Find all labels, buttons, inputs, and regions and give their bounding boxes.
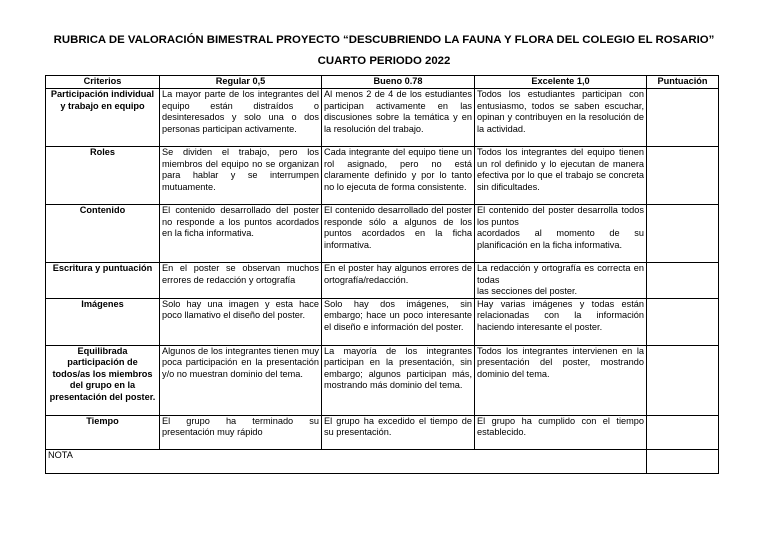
criterion-cell: Roles <box>46 147 160 205</box>
table-row <box>46 205 719 263</box>
table-row <box>46 89 719 147</box>
score-cell[interactable] <box>647 298 719 345</box>
excelente-cell: El grupo ha cumplido con el tiempo establecido. <box>475 415 647 449</box>
regular-cell: Algunos de los integrantes tienen muy poca participación en la presentación y/o no muestran dominio del tema. <box>160 345 322 415</box>
table-row <box>46 298 719 345</box>
criterion-cell: Tiempo <box>46 415 160 449</box>
bueno-cell: El contenido desarrollado del poster responde sólo a algunos de los puntos acordados en la ficha informativa. <box>322 205 475 263</box>
criterion-cell: Participación individual y trabajo en equipo <box>46 89 160 147</box>
score-cell[interactable] <box>647 205 719 263</box>
bueno-cell: La mayoría de los integrantes participan en la presentación, sin embargo; algunos participan más, mostrando más dominio del tema. <box>322 345 475 415</box>
header-puntuacion: Puntuación <box>647 76 719 89</box>
score-cell[interactable] <box>647 147 719 205</box>
nota-label: NOTA <box>46 449 647 473</box>
bueno-cell: En el poster hay algunos errores de ortografía/redacción. <box>322 263 475 299</box>
criterion-cell: Escritura y puntuación <box>46 263 160 299</box>
table-row <box>46 147 719 205</box>
regular-cell: La mayor parte de los integrantes del equipo están distraídos o desinteresados y solo una o dos personas participan activamente. <box>160 89 322 147</box>
regular-cell: Solo hay una imagen y esta hace poco llamativo el diseño del poster. <box>160 298 322 345</box>
regular-cell: En el poster se observan muchos errores de redacción y ortografía <box>160 263 322 299</box>
excelente-cell: La redacción y ortografía es correcta en todas las secciones del poster. <box>475 263 647 299</box>
excelente-cell: Hay varias imágenes y todas están relacionadas con la información haciendo interesante el poster. <box>475 298 647 345</box>
header-bueno: Bueno 0.78 <box>322 76 475 89</box>
excelente-cell: Todos los estudiantes participan con entusiasmo, todos se saben escuchar, opinan y contribuyen en la resolución de la actividad. <box>475 89 647 147</box>
nota-row <box>46 449 719 473</box>
score-cell[interactable] <box>647 345 719 415</box>
header-criterios: Criterios <box>46 76 160 89</box>
excelente-cell: Todos los integrantes intervienen en la presentación del poster, mostrando dominio del tema. <box>475 345 647 415</box>
score-cell[interactable] <box>647 89 719 147</box>
table-row <box>46 263 719 299</box>
criterion-cell: Contenido <box>46 205 160 263</box>
excelente-cell: El contenido del poster desarrolla todos los puntos acordados al momento de su planificación en la ficha informativa. <box>475 205 647 263</box>
criterion-cell: Imágenes <box>46 298 160 345</box>
regular-cell: El contenido desarrollado del poster no responde a los puntos acordados en la ficha informativa. <box>160 205 322 263</box>
header-row <box>46 76 719 89</box>
document-subtitle: CUARTO PERIODO 2022 <box>317 55 451 67</box>
header-regular: Regular 0,5 <box>160 76 322 89</box>
score-cell[interactable] <box>647 263 719 299</box>
bueno-cell: Al menos 2 de 4 de los estudiantes participan activamente en las discusiones sobre la temática y en la resolución del trabajo. <box>322 89 475 147</box>
excelente-cell: Todos los integrantes del equipo tienen un rol definido y lo ejecutan de manera efectiva por lo que el trabajo se concreta sin dificultades. <box>475 147 647 205</box>
header-excelente: Excelente 1,0 <box>475 76 647 89</box>
table-row <box>46 345 719 415</box>
table-row <box>46 415 719 449</box>
bueno-cell: Cada integrante del equipo tiene un rol asignado, pero no está claramente definido y por lo tanto no lo ejecuta de forma consistente. <box>322 147 475 205</box>
document-title: RUBRICA DE VALORACIÓN BIMESTRAL PROYECTO “DESCUBRIENDO LA FAUNA Y FLORA DEL COLEGIO EL ROSARIO” <box>53 34 715 46</box>
nota-score-cell[interactable] <box>647 449 719 473</box>
regular-cell: Se dividen el trabajo, pero los miembros del equipo no se organizan para hablar y se interrumpen mutuamente. <box>160 147 322 205</box>
bueno-cell: El grupo ha excedido el tiempo de su presentación. <box>322 415 475 449</box>
criterion-cell: Equilibrada participación de todos/as los miembros del grupo en la presentación del poster. <box>46 345 160 415</box>
rubric-table <box>45 75 719 474</box>
score-cell[interactable] <box>647 415 719 449</box>
bueno-cell: Solo hay dos imágenes, sin embargo; hace un poco interesante el diseño e información del poster. <box>322 298 475 345</box>
regular-cell: El grupo ha terminado su presentación muy rápido <box>160 415 322 449</box>
